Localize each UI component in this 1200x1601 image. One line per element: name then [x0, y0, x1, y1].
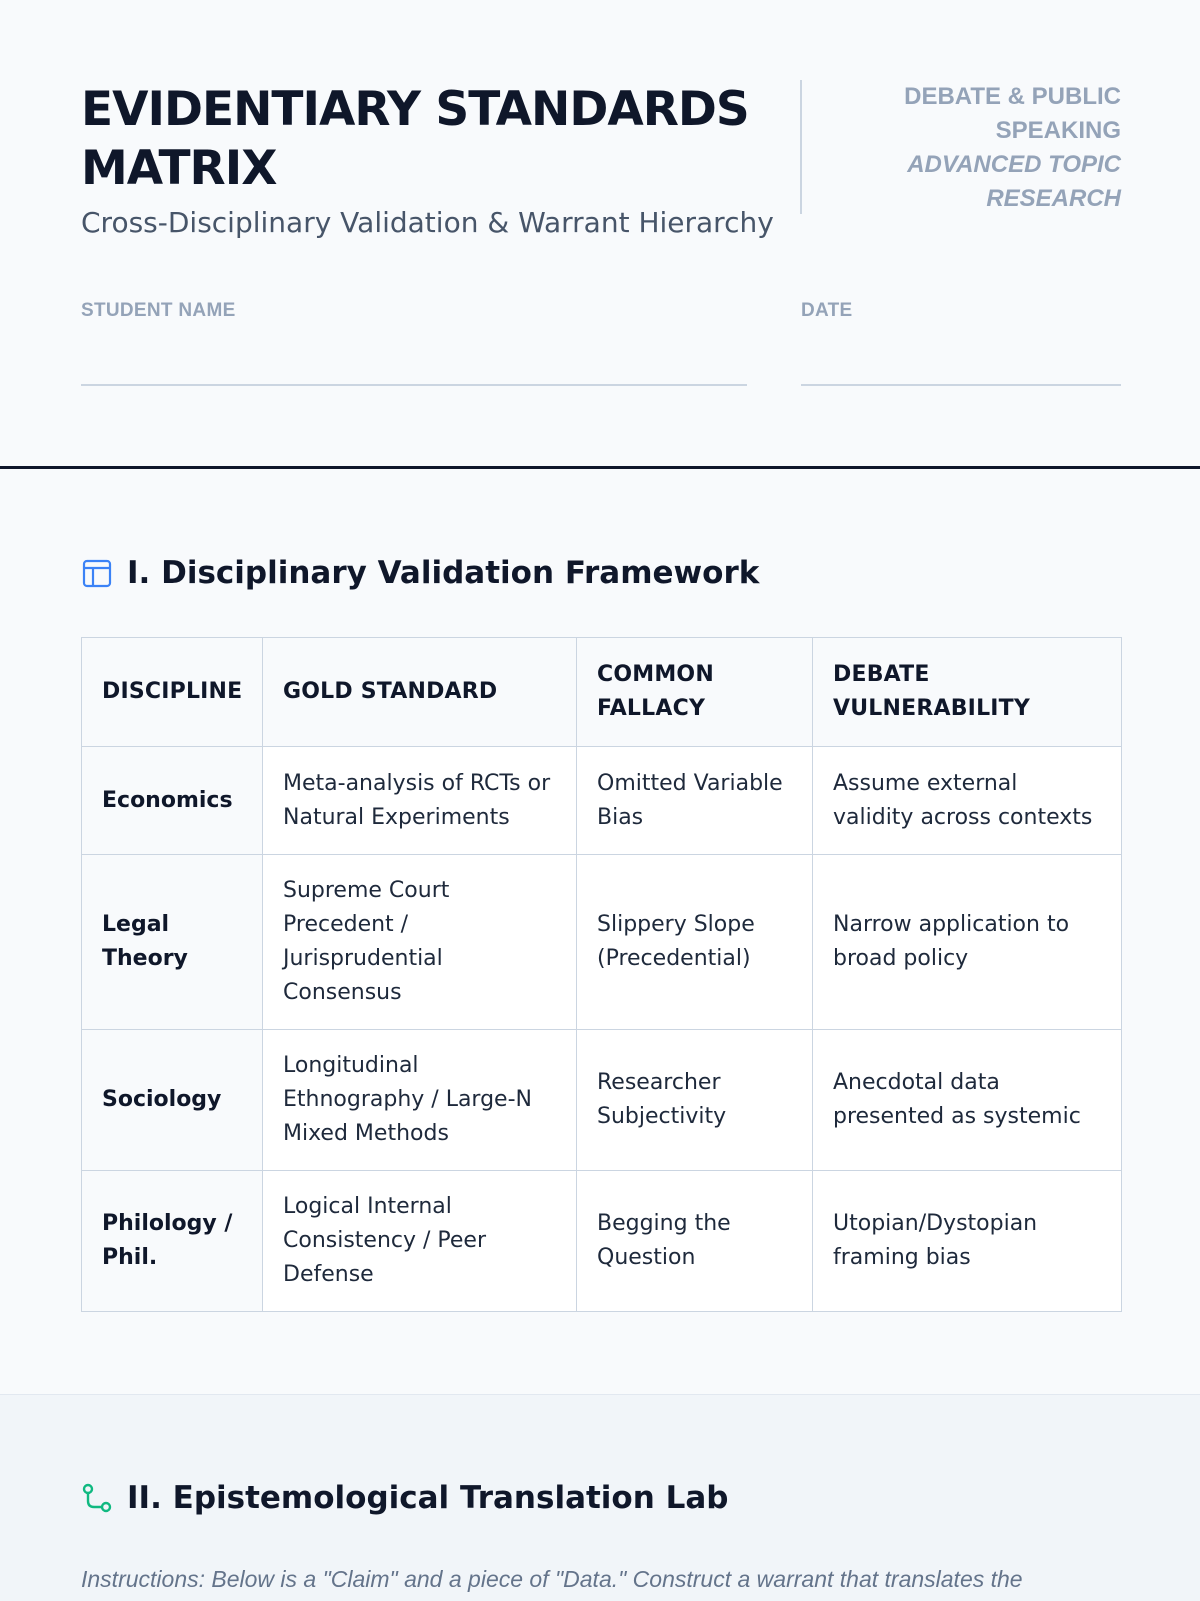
table-icon: [81, 557, 113, 589]
table-cell: Supreme Court Precedent / Jurisprudential Consensus: [263, 855, 577, 1030]
document-header: [0, 0, 1200, 469]
table-cell: Utopian/Dystopian framing bias: [813, 1171, 1122, 1312]
table-cell: Anecdotal data presented as systemic: [813, 1030, 1122, 1171]
date-field[interactable]: [801, 384, 1121, 386]
column-header: GOLD STANDARD: [263, 638, 577, 747]
topic-name: ADVANCED TOPIC RESEARCH: [907, 151, 1121, 212]
date-label: DATE: [801, 300, 853, 321]
table-cell: Logical Internal Consistency / Peer Defense: [263, 1171, 577, 1312]
instructions-text: Instructions: Below is a "Claim" and a piece of "Data." Construct a warrant that translates the: [81, 1566, 1023, 1592]
column-header: DISCIPLINE: [82, 638, 263, 747]
table-cell: Meta-analysis of RCTs or Natural Experiments: [263, 747, 577, 855]
table-cell: Longitudinal Ethnography / Large-N Mixed Methods: [263, 1030, 577, 1171]
table-cell: Narrow application to broad policy: [813, 855, 1122, 1030]
table-cell: Assume external validity across contexts: [813, 747, 1122, 855]
document-subtitle: Cross-Disciplinary Validation & Warrant Hierarchy: [81, 206, 774, 239]
column-header: COMMON FALLACY: [577, 638, 813, 747]
section1-title: I. Disciplinary Validation Framework: [127, 555, 760, 591]
table-cell: Omitted Variable Bias: [577, 747, 813, 855]
table-row: [82, 747, 1122, 855]
validation-table: [81, 637, 1122, 1312]
section1-heading: [81, 555, 759, 591]
table-cell: Researcher Subjectivity: [577, 1030, 813, 1171]
discipline-cell: Philology / Phil.: [82, 1171, 263, 1312]
table-row: [82, 855, 1122, 1030]
discipline-cell: Sociology: [82, 1030, 263, 1171]
route-icon: [81, 1482, 113, 1514]
table-cell: Slippery Slope (Precedential): [577, 855, 813, 1030]
student-name-field[interactable]: [81, 384, 747, 386]
section2-title: II. Epistemological Translation Lab: [127, 1480, 729, 1516]
table-header-row: [82, 638, 1122, 747]
table-cell: Begging the Question: [577, 1171, 813, 1312]
course-name: DEBATE & PUBLIC SPEAKING: [904, 83, 1121, 144]
course-meta: [861, 80, 1121, 216]
table-row: [82, 1030, 1122, 1171]
section2-heading: [81, 1480, 728, 1516]
header-divider: [800, 80, 802, 214]
document-title: EVIDENTIARY STANDARDS MATRIX: [81, 82, 749, 196]
column-header: DEBATE VULNERABILITY: [813, 638, 1122, 747]
discipline-cell: Legal Theory: [82, 855, 263, 1030]
discipline-cell: Economics: [82, 747, 263, 855]
table-row: [82, 1171, 1122, 1312]
student-name-label: STUDENT NAME: [81, 300, 236, 321]
